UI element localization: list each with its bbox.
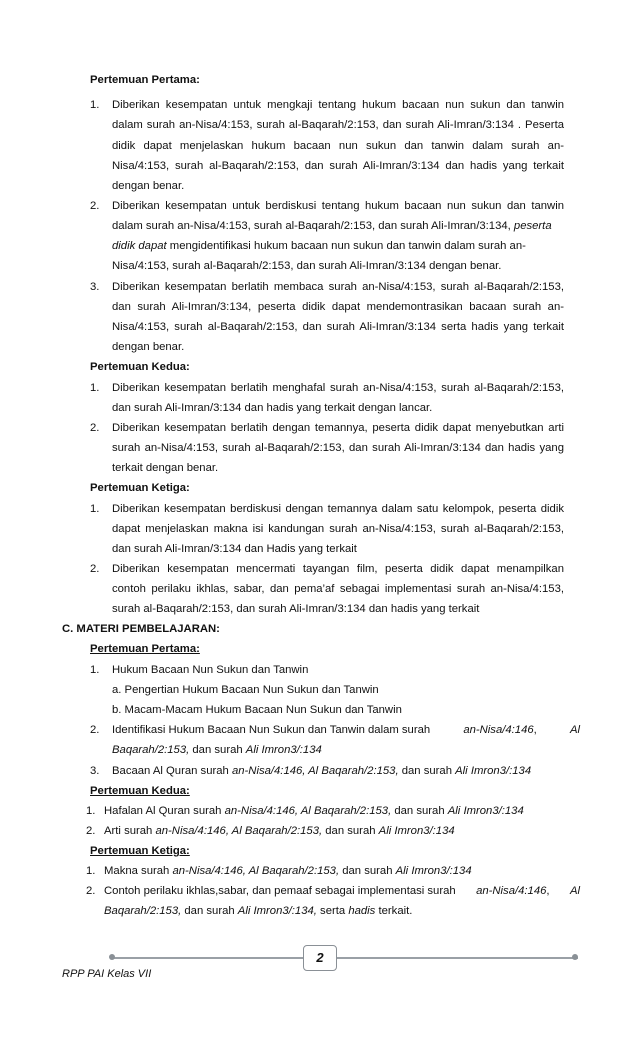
- material2-item1: [104, 804, 524, 818]
- item-number: 1.: [86, 865, 96, 877]
- material1-item2-line2: [112, 743, 322, 757]
- m1-item1-line2: dalam surah an-Nisa/4:153, surah al-Baqarah/2:153, dan surah Ali-Imran/3:134 . Peserta: [112, 119, 564, 131]
- material2-item1-mid: dan surah: [391, 805, 448, 817]
- m2-item2-line1: Diberikan kesempatan berlatih dengan temannya, peserta didik dapat menyebutkan arti: [112, 422, 564, 434]
- material1-item2-text: Identifikasi Hukum Bacaan Nun Sukun dan Tanwin dalam surah: [112, 724, 431, 736]
- m1-item2-line2: [112, 219, 552, 233]
- m1-item3-line4: dengan benar.: [112, 341, 185, 353]
- material2-item1-italic: an-Nisa/4:146, Al Baqarah/2:153,: [224, 805, 392, 817]
- m3-item1-line3: dan surah Ali-Imran/3:134 dan Hadis yang terkait: [112, 543, 357, 555]
- material3-item2-l2-text2: serta: [316, 905, 349, 917]
- m1-item2-line3: [112, 239, 526, 253]
- m1-item3-line3: Nisa/4:153, surah al-Baqarah/2:153, dan surah Ali-Imran/3:134 serta hadis yang terkait: [112, 321, 564, 333]
- material3-item2-line1: [104, 884, 580, 898]
- material-meeting1-heading: Pertemuan Pertama:: [90, 643, 200, 655]
- material3-item1-italic: an-Nisa/4:146, Al Baqarah/2:153,: [172, 865, 340, 877]
- m1-item1-line4: Nisa/4:153, surah al-Baqarah/2:153, dan surah Ali-Imran/3:134 dan hadis yang terkait: [112, 160, 564, 172]
- item-number: 1.: [90, 99, 100, 111]
- footer-label: RPP PAI Kelas VII: [62, 968, 152, 980]
- material3-item2-l2-end: terkait.: [375, 905, 413, 917]
- material3-item2-line2: [104, 904, 412, 918]
- material2-item2-text: Arti surah: [104, 825, 156, 837]
- material1-item3-italic: an-Nisa/4:146, Al Baqarah/2:153,: [231, 765, 399, 777]
- footer-rule-right-dot: [572, 954, 578, 960]
- item-number: 1.: [86, 805, 96, 817]
- m3-item2-line1: Diberikan kesempatan mencermati tayangan film, peserta didik dapat menampilkan: [112, 563, 564, 575]
- material1-item2-l2-text: dan surah: [189, 744, 246, 756]
- item-number: 1.: [90, 503, 100, 515]
- item-number: 3.: [90, 765, 100, 777]
- m1-item2-line1: Diberikan kesempatan untuk berdiskusi tentang hukum bacaan nun sukun dan tanwin: [112, 200, 564, 212]
- m3-item1-line2: dapat menjelaskan makna isi kandungan surah an-Nisa/4:153, surah al-Baqarah/2:153,: [112, 523, 564, 535]
- m1-item2-line2-italic: peserta: [513, 220, 552, 232]
- material2-item2-italic: an-Nisa/4:146, Al Baqarah/2:153,: [155, 825, 323, 837]
- material1-item3-mid: dan surah: [398, 765, 456, 777]
- m1-item1-line3: didik dapat menjelaskan hukum bacaan nun sukun dan tanwin dalam surah an-: [112, 140, 564, 152]
- material1-item1a: a. Pengertian Hukum Bacaan Nun Sukun dan Tanwin: [112, 684, 379, 696]
- material1-item3-italic2: Ali Imron3/:134: [455, 765, 532, 777]
- material3-item1-text: Makna surah: [104, 865, 173, 877]
- material3-item2-italic2: Al: [569, 885, 580, 897]
- material3-item1: [104, 864, 472, 878]
- material3-item2-l2-italic2: Ali Imron3/:134,: [237, 905, 317, 917]
- m1-item2-line4: Nisa/4:153, surah al-Baqarah/2:153, dan surah Ali-Imran/3:134 dengan benar.: [112, 260, 502, 272]
- material-meeting3-heading: Pertemuan Ketiga:: [90, 845, 190, 857]
- material-meeting2-heading: Pertemuan Kedua:: [90, 785, 190, 797]
- m2-item1-line1: Diberikan kesempatan berlatih menghafal surah an-Nisa/4:153, surah al-Baqarah/2:153,: [112, 382, 564, 394]
- m1-item1-line5: dengan benar.: [112, 180, 185, 192]
- item-number: 2.: [86, 825, 96, 837]
- section-c-heading: C. MATERI PEMBELAJARAN:: [62, 623, 220, 635]
- material2-item2-mid: dan surah: [322, 825, 379, 837]
- item-number: 2.: [90, 563, 100, 575]
- material1-item3: [112, 764, 531, 778]
- page-number: 2: [303, 945, 337, 971]
- material3-item2-comma: ,: [546, 885, 550, 897]
- item-number: 2.: [90, 422, 100, 434]
- m3-item2-line2: contoh perilaku ikhlas, sabar, dan pema’af sebagai implementasi surah an-Nisa/4:153,: [112, 583, 564, 595]
- material3-item2-l2-text: dan surah: [181, 905, 238, 917]
- item-number: 3.: [90, 281, 100, 293]
- m1-item2-line3-text: mengidentifikasi hukum bacaan nun sukun dan tanwin dalam surah an-: [169, 240, 526, 252]
- m1-item2-line3-italic: didik dapat: [112, 240, 167, 252]
- m3-item2-line3: surah al-Baqarah/2:153, dan surah Ali-Imran/3:134 dan hadis yang terkait: [112, 603, 480, 615]
- meeting3-heading: Pertemuan Ketiga:: [90, 482, 190, 494]
- material1-item2-l2-italic1: Baqarah/2:153,: [112, 744, 190, 756]
- item-number: 2.: [86, 885, 96, 897]
- m1-item1-line1: Diberikan kesempatan untuk mengkaji tentang hukum bacaan nun sukun dan tanwin: [112, 99, 564, 111]
- item-number: 1.: [90, 664, 100, 676]
- m1-item3-line2: dan surah Ali-Imran/3:134, peserta didik dapat mendemontrasikan bacaan surah an-: [112, 301, 564, 313]
- m3-item1-line1: Diberikan kesempatan berdiskusi dengan temannya dalam satu kelompok, peserta didik: [112, 503, 564, 515]
- m1-item3-line1: Diberikan kesempatan berlatih membaca surah an-Nisa/4:153, surah al-Baqarah/2:153,: [112, 281, 564, 293]
- material3-item1-italic2: Ali Imron3/:134: [395, 865, 472, 877]
- material1-item3-text: Bacaan Al Quran surah: [112, 765, 232, 777]
- material2-item1-italic2: Ali Imron3/:134: [447, 805, 524, 817]
- material3-item2-italic1: an-Nisa/4:146: [476, 885, 547, 897]
- meeting2-heading: Pertemuan Kedua:: [90, 361, 190, 373]
- footer-rule-left-dot: [109, 954, 115, 960]
- meeting1-heading: Pertemuan Pertama:: [90, 74, 200, 86]
- material1-item2-line1: [112, 723, 580, 737]
- material3-item2-l2-italic1: Baqarah/2:153,: [104, 905, 182, 917]
- m1-item2-line2-text: dalam surah an-Nisa/4:153, surah al-Baqarah/2:153, dan surah Ali-Imran/3:134,: [112, 220, 511, 232]
- material1-item1b: b. Macam-Macam Hukum Bacaan Nun Sukun dan Tanwin: [112, 704, 402, 716]
- material3-item2-l2-italic3: hadis: [348, 905, 376, 917]
- item-number: 1.: [90, 382, 100, 394]
- material1-item1: Hukum Bacaan Nun Sukun dan Tanwin: [112, 664, 309, 676]
- material1-item2-italic2: Al: [569, 724, 580, 736]
- material1-item2-l2-italic2: Ali Imron3/:134: [245, 744, 322, 756]
- material3-item2-text: Contoh perilaku ikhlas,sabar, dan pemaaf sebagai implementasi surah: [104, 885, 456, 897]
- m2-item1-line2: dan surah Ali-Imran/3:134 dan hadis yang terkait dengan lancar.: [112, 402, 433, 414]
- material1-item2-italic1: an-Nisa/4:146: [463, 724, 534, 736]
- footer-rule: [112, 957, 578, 959]
- item-number: 2.: [90, 724, 100, 736]
- material2-item2-italic2: Ali Imron3/:134: [378, 825, 455, 837]
- material2-item1-text: Hafalan Al Quran surah: [104, 805, 225, 817]
- material2-item2: [104, 824, 455, 838]
- item-number: 2.: [90, 200, 100, 212]
- m2-item2-line2: surah an-Nisa/4:153, surah al-Baqarah/2:153, dan surah Ali-Imran/3:134 dan hadis yang: [112, 442, 564, 454]
- material1-item2-comma: ,: [533, 724, 537, 736]
- m2-item2-line3: terkait dengan benar.: [112, 462, 219, 474]
- material3-item1-mid: dan surah: [339, 865, 396, 877]
